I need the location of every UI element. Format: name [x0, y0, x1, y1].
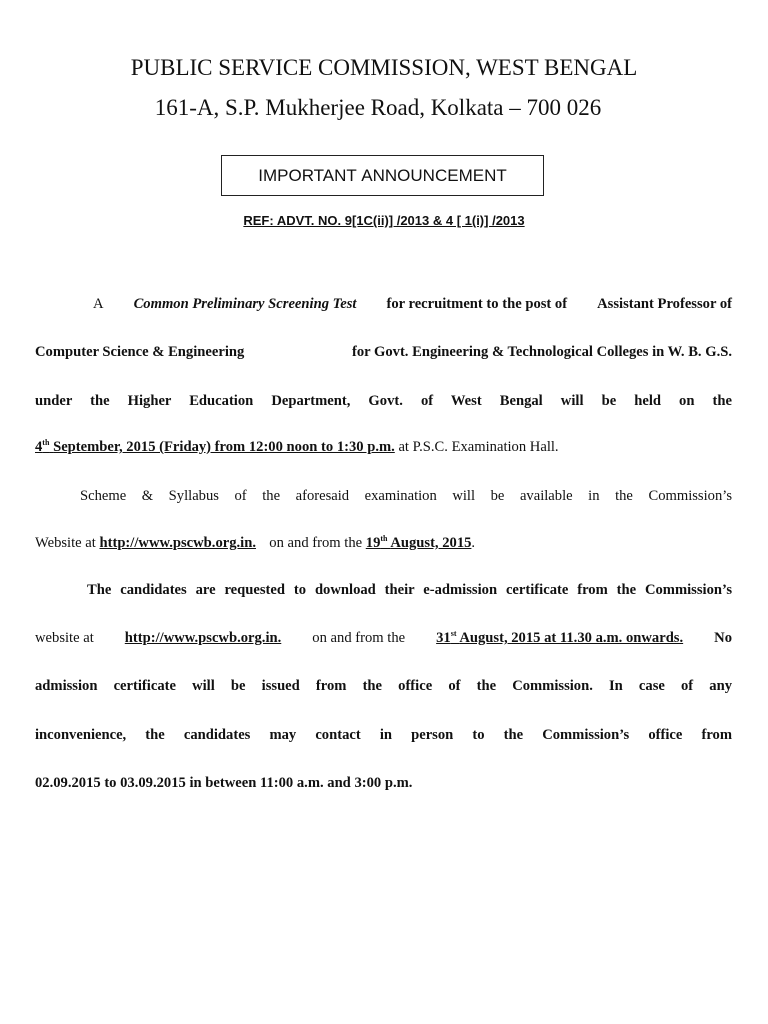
exam-day-suffix: th — [42, 438, 50, 447]
para1-line2 — [35, 340, 732, 364]
para2-line1: Scheme & Syllabus of the aforesaid examination will be available in the Commission’s — [80, 488, 732, 504]
para1-line1 — [35, 292, 732, 316]
para1-line3: under the Higher Education Department, Govt. of West Bengal will be held on the — [35, 393, 732, 409]
para2-end: . — [471, 535, 476, 551]
admission-date-time: August, 2015 at 11.30 a.m. onwards. — [459, 630, 684, 646]
syllabus-day-suffix: th — [380, 534, 388, 543]
exam-date-time: September, 2015 (Friday) from 12:00 noon to 1:30 p.m. — [53, 439, 395, 455]
para2-text-a: Website at — [35, 535, 96, 551]
org-name: PUBLIC SERVICE COMMISSION, WEST BENGAL — [130, 55, 638, 80]
para3-line2 — [35, 626, 732, 650]
para3-text-a: website at — [35, 630, 94, 646]
reference-number: REF: ADVT. NO. 9[1C(ii)] /2013 & 4 [ 1(i)] /2013 — [243, 213, 525, 228]
website-link-2[interactable]: http://www.pscwb.org.in. — [124, 630, 282, 646]
para3-text-no: No — [714, 630, 732, 646]
para3-line1: The candidates are requested to download their e-admission certificate from the Commission’s — [87, 582, 732, 598]
syllabus-month-year: August, 2015 — [390, 535, 472, 551]
para1-line2-text: for Govt. Engineering & Technological Colleges in W. B. G.S. — [351, 344, 732, 360]
exam-schedule — [35, 439, 395, 455]
website-link-1[interactable]: http://www.pscwb.org.in. — [99, 535, 256, 551]
subject-name: Computer Science & Engineering — [35, 344, 245, 360]
para3-line4: inconvenience, the candidates may contact in person to the Commission’s office from — [35, 727, 732, 743]
para2-text-b: on and from the — [269, 535, 363, 551]
syllabus-date — [366, 535, 472, 551]
admission-date — [436, 626, 683, 650]
exam-venue: at P.S.C. Examination Hall. — [398, 439, 559, 455]
announcement-title: IMPORTANT ANNOUNCEMENT — [221, 155, 544, 196]
para2-line2 — [35, 531, 732, 555]
para3-text-b: on and from the — [312, 630, 406, 646]
para3-line3: admission certificate will be issued from the office of the Commission. In case of any — [35, 678, 732, 694]
para3-line5: 02.09.2015 to 03.09.2015 in between 11:00 a.m. and 3:00 p.m. — [35, 775, 413, 791]
admission-day-suffix: st — [450, 629, 457, 638]
para1-line4 — [35, 435, 732, 459]
post-name: Assistant Professor of — [597, 296, 732, 312]
org-address: 161-A, S.P. Mukherjee Road, Kolkata – 700 026 — [154, 95, 602, 120]
para1-article: A — [93, 296, 104, 312]
exam-day: 4 — [35, 439, 43, 455]
syllabus-day: 19 — [365, 535, 381, 551]
admission-day: 31 — [436, 630, 451, 646]
para1-text: for recruitment to the post of — [386, 296, 568, 312]
exam-name: Common Preliminary Screening Test — [133, 296, 357, 312]
